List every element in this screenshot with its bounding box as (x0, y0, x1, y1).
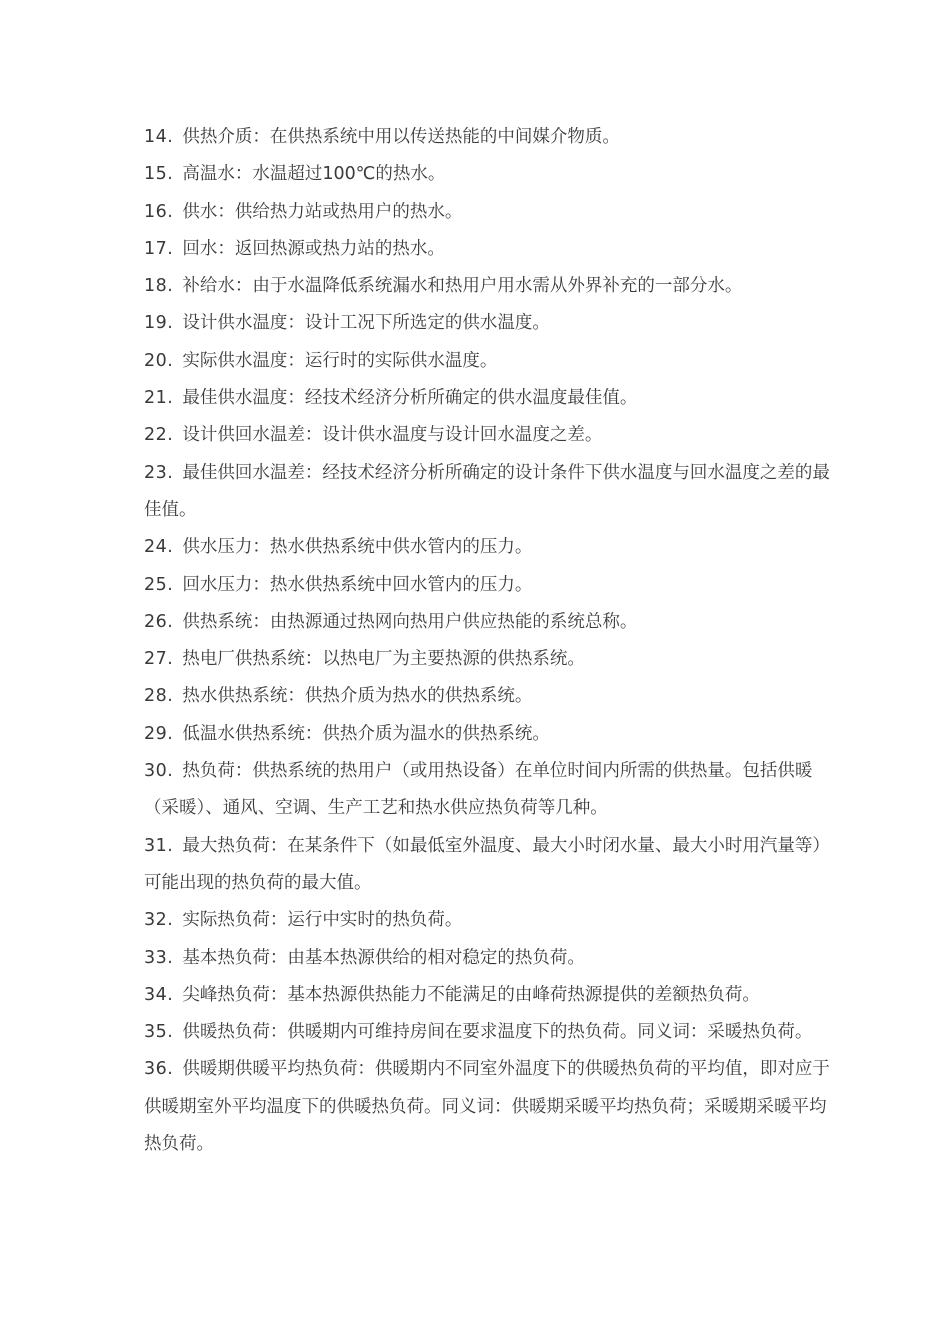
entry-text: 热负荷：供热系统的热用户（或用热设备）在单位时间内所需的供热量。包括供暖（采暖）、通风、空调、生产工艺和热水供应热负荷等几种。 (144, 761, 813, 819)
glossary-entry (144, 529, 834, 566)
entry-number: 35. (144, 1022, 174, 1043)
entry-text: 最大热负荷：在某条件下（如最低室外温度、最大小时闭水量、最大小时用汽量等）可能出现的热负荷的最大值。 (144, 835, 830, 893)
glossary-list (144, 119, 834, 1163)
entry-text: 供热系统：由热源通过热网向热用户供应热能的系统总称。 (182, 611, 638, 632)
entry-number: 29. (144, 723, 174, 744)
entry-number: 17. (144, 238, 174, 259)
entry-number: 33. (144, 947, 174, 968)
glossary-entry (144, 380, 834, 417)
entry-text: 供暖期供暖平均热负荷：供暖期内不同室外温度下的供暖热负荷的平均值，即对应于供暖期室外平均温度下的供暖热负荷。同义词：供暖期采暖平均热负荷；采暖期采暖平均热负荷。 (144, 1059, 830, 1155)
entry-number: 15. (144, 164, 174, 185)
glossary-entry (144, 417, 834, 454)
glossary-entry (144, 156, 834, 193)
entry-number: 18. (144, 276, 174, 297)
entry-number: 32. (144, 910, 174, 931)
entry-text: 设计供回水温差：设计供水温度与设计回水温度之差。 (182, 425, 603, 446)
entry-text: 供水：供给热力站或热用户的热水。 (182, 201, 463, 222)
entry-number: 19. (144, 313, 174, 334)
entry-text: 低温水供热系统：供热介质为温水的供热系统。 (182, 723, 550, 744)
entry-number: 23. (144, 462, 174, 483)
entry-text: 高温水：水温超过100℃的热水。 (182, 164, 446, 185)
glossary-entry (144, 716, 834, 753)
glossary-entry (144, 940, 834, 977)
entry-number: 16. (144, 201, 174, 222)
entry-text: 最佳供回水温差：经技术经济分析所确定的设计条件下供水温度与回水温度之差的最佳值。 (144, 462, 830, 520)
entry-text: 供水压力：热水供热系统中供水管内的压力。 (182, 537, 533, 558)
entry-number: 25. (144, 574, 174, 595)
entry-text: 尖峰热负荷：基本热源供热能力不能满足的由峰荷热源提供的差额热负荷。 (182, 984, 760, 1005)
entry-number: 36. (144, 1059, 174, 1080)
entry-number: 26. (144, 611, 174, 632)
entry-text: 回水：返回热源或热力站的热水。 (182, 238, 445, 259)
entry-number: 20. (144, 350, 174, 371)
entry-number: 30. (144, 761, 174, 782)
entry-text: 基本热负荷：由基本热源供给的相对稳定的热负荷。 (182, 947, 585, 968)
entry-text: 供暖热负荷：供暖期内可维持房间在要求温度下的热负荷。同义词：采暖热负荷。 (182, 1022, 813, 1043)
glossary-entry (144, 678, 834, 715)
glossary-entry (144, 604, 834, 641)
glossary-entry (144, 305, 834, 342)
entry-text: 最佳供水温度：经技术经济分析所确定的供水温度最佳值。 (182, 388, 638, 409)
entry-number: 27. (144, 649, 174, 670)
glossary-entry (144, 119, 834, 156)
entry-number: 22. (144, 425, 174, 446)
glossary-entry (144, 641, 834, 678)
entry-text: 热水供热系统：供热介质为热水的供热系统。 (182, 686, 533, 707)
glossary-entry (144, 194, 834, 231)
entry-text: 设计供水温度：设计工况下所选定的供水温度。 (182, 313, 550, 334)
entry-number: 24. (144, 537, 174, 558)
entry-text: 实际供水温度：运行时的实际供水温度。 (182, 350, 498, 371)
glossary-entry (144, 455, 834, 530)
glossary-entry (144, 567, 834, 604)
entry-text: 补给水：由于水温降低系统漏水和热用户用水需从外界补充的一部分水。 (182, 276, 743, 297)
entry-number: 31. (144, 835, 174, 856)
entry-text: 实际热负荷：运行中实时的热负荷。 (182, 910, 463, 931)
glossary-entry (144, 1014, 834, 1051)
entry-number: 21. (144, 388, 174, 409)
entry-text: 热电厂供热系统：以热电厂为主要热源的供热系统。 (182, 649, 585, 670)
glossary-entry (144, 977, 834, 1014)
glossary-entry (144, 1051, 834, 1163)
entry-text: 供热介质：在供热系统中用以传送热能的中间媒介物质。 (182, 127, 620, 147)
glossary-entry (144, 231, 834, 268)
entry-text: 回水压力：热水供热系统中回水管内的压力。 (182, 574, 533, 595)
glossary-entry (144, 902, 834, 939)
glossary-entry (144, 753, 834, 828)
entry-number: 28. (144, 686, 174, 707)
glossary-entry (144, 268, 834, 305)
entry-number: 14. (144, 127, 174, 147)
glossary-entry (144, 343, 834, 380)
entry-number: 34. (144, 984, 174, 1005)
glossary-entry (144, 828, 834, 903)
